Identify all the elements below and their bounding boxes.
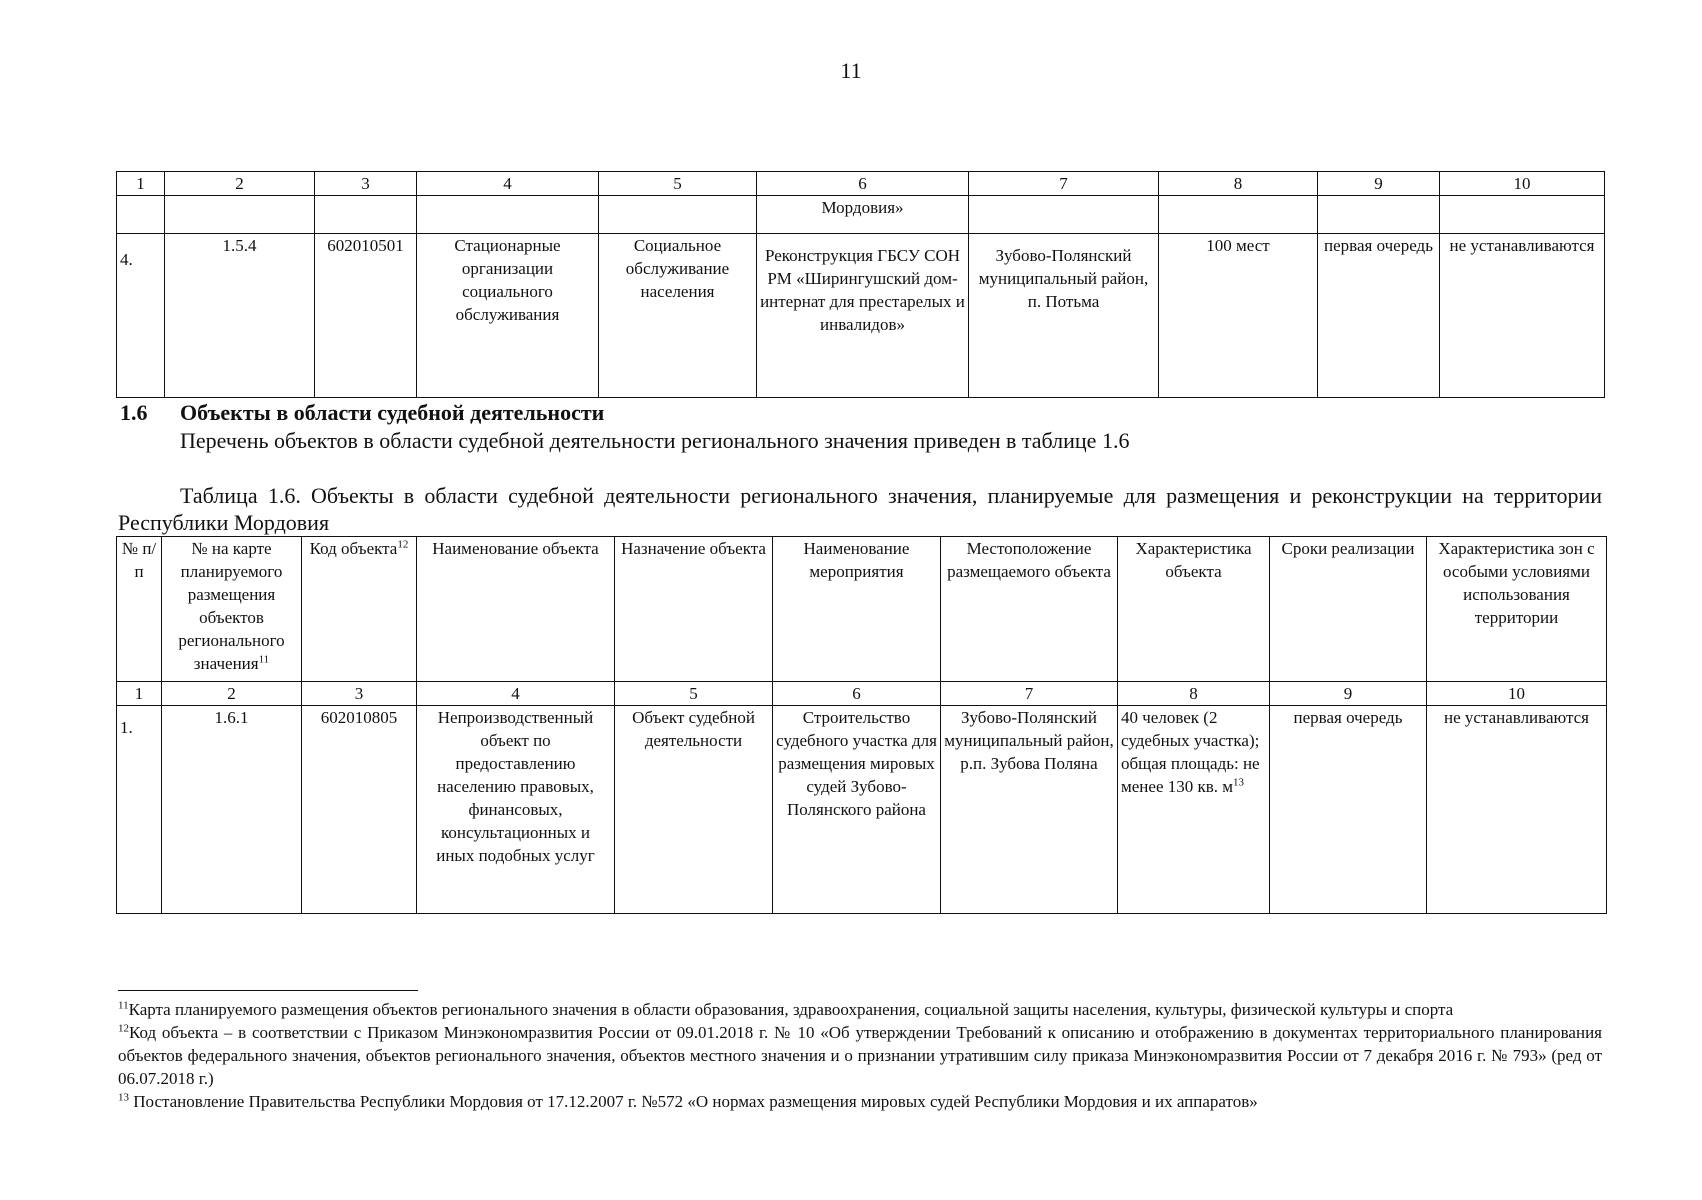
section-heading xyxy=(120,400,604,426)
table-cell xyxy=(969,196,1159,234)
footnote-ref: 13 xyxy=(1233,776,1245,789)
footnotes xyxy=(118,998,1602,1113)
col-num: 4 xyxy=(417,682,615,706)
header-cell: Характеристика объекта xyxy=(1118,537,1270,682)
table-cell xyxy=(1440,196,1605,234)
header-cell xyxy=(302,537,417,682)
col-num: 1 xyxy=(117,172,165,196)
footnote-mark: 13 xyxy=(118,1091,129,1104)
col-num: 10 xyxy=(1440,172,1605,196)
footnote-divider xyxy=(118,990,418,991)
map-number: 1.6.1 xyxy=(162,706,302,914)
section-number: 1.6 xyxy=(120,400,148,425)
header-cell: Наименование мероприятия xyxy=(773,537,941,682)
header-code: Код объекта xyxy=(309,539,398,558)
header-cell: Назначение объекта xyxy=(615,537,773,682)
event-name: Реконструкция ГБСУ СОН РМ «Ширингушский дом-интернат для престарелых и инвалидов» xyxy=(757,234,969,398)
table-row xyxy=(117,196,1605,234)
table-cell xyxy=(417,196,599,234)
table-row xyxy=(117,706,1607,914)
table-cell xyxy=(165,196,315,234)
table-caption: Таблица 1.6. Объекты в области судебной деятельности регионального значения, планируемые для размещения и реконструкции на территории Республики Мордовия xyxy=(118,483,1602,535)
col-num: 8 xyxy=(1118,682,1270,706)
header-cell xyxy=(162,537,302,682)
object-location: Зубово-Полянский муниципальный район, р.п. Зубова Поляна xyxy=(941,706,1118,914)
header-map-number: № на карте планируемого размещения объектов регионального значения xyxy=(178,539,285,673)
object-characteristic-cell xyxy=(1118,706,1270,914)
header-cell: Местоположение размещаемого объекта xyxy=(941,537,1118,682)
footnote-mark: 12 xyxy=(118,1022,129,1035)
continued-table xyxy=(116,171,1605,398)
column-number-row xyxy=(117,172,1605,196)
col-num: 2 xyxy=(165,172,315,196)
col-num: 2 xyxy=(162,682,302,706)
table-cell xyxy=(599,196,757,234)
table-cell xyxy=(117,196,165,234)
header-cell: Характеристика зон с особыми условиями использования территории xyxy=(1427,537,1607,682)
header-cell: Наименование объекта xyxy=(417,537,615,682)
footnote-mark: 11 xyxy=(118,999,129,1012)
object-name: Непроизводственный объект по предоставлению населению правовых, финансовых, консультационных и иных подобных услуг xyxy=(417,706,615,914)
footnote-ref: 12 xyxy=(397,538,409,551)
zone-characteristic: не устанавливаются xyxy=(1440,234,1605,398)
footnote xyxy=(118,998,1602,1021)
table-cell xyxy=(1318,196,1440,234)
col-num: 5 xyxy=(615,682,773,706)
footnote-text: Постановление Правительства Республики Мордовия от 17.12.2007 г. №572 «О нормах размещения мировых судей Республики Мордовия и их аппаратов» xyxy=(129,1092,1258,1111)
header-cell: № п/п xyxy=(117,537,162,682)
col-num: 10 xyxy=(1427,682,1607,706)
col-num: 8 xyxy=(1159,172,1318,196)
col-num: 3 xyxy=(315,172,417,196)
footnote-text: Карта планируемого размещения объектов регионального значения в области образования, здравоохранения, социальной защиты населения, культуры, физической культуры и спорта xyxy=(128,1000,1454,1019)
page-number: 11 xyxy=(840,58,862,83)
col-num: 7 xyxy=(969,172,1159,196)
col-num: 6 xyxy=(757,172,969,196)
section-title: Объекты в области судебной деятельности xyxy=(180,400,605,425)
footnote-text: Код объекта – в соответствии с Приказом Минэкономразвития России от 09.01.2018 г. № 10 «Об утверждении Требований к описанию и отображению в документах территориального планирования объектов федерального значения, объектов регионального значения, объектов местного значения и о признании утратившим силу приказа Минэкономразвития России от 7 декабря 2016 г. № 793» (ред от 06.07.2018 г.) xyxy=(118,1023,1602,1088)
zone-characteristic: не устанавливаются xyxy=(1427,706,1607,914)
col-num: 4 xyxy=(417,172,599,196)
table-cell xyxy=(1159,196,1318,234)
footnote xyxy=(118,1021,1602,1090)
col-num: 5 xyxy=(599,172,757,196)
object-location: Зубово-Полянский муниципальный район, п. Потьма xyxy=(969,234,1159,398)
table-cell: Мордовия» xyxy=(757,196,969,234)
col-num: 6 xyxy=(773,682,941,706)
col-num: 9 xyxy=(1318,172,1440,196)
object-characteristic: 100 мест xyxy=(1159,234,1318,398)
event-name: Строительство судебного участка для размещения мировых судей Зубово-Полянского района xyxy=(773,706,941,914)
object-name: Стационарные организации социального обслуживания xyxy=(417,234,599,398)
col-num: 3 xyxy=(302,682,417,706)
object-purpose: Социальное обслуживание населения xyxy=(599,234,757,398)
row-index: 1. xyxy=(117,706,162,914)
map-number: 1.5.4 xyxy=(165,234,315,398)
implementation-term: первая очередь xyxy=(1318,234,1440,398)
row-index: 4. xyxy=(117,234,165,398)
table-cell xyxy=(315,196,417,234)
col-num: 9 xyxy=(1270,682,1427,706)
implementation-term: первая очередь xyxy=(1270,706,1427,914)
object-code: 602010501 xyxy=(315,234,417,398)
object-characteristic: 40 человек (2 судебных участка); общая площадь: не менее 130 кв. м xyxy=(1121,708,1260,796)
column-number-row xyxy=(117,682,1607,706)
object-code: 602010805 xyxy=(302,706,417,914)
footnote-ref: 11 xyxy=(258,653,270,666)
col-num: 1 xyxy=(117,682,162,706)
section-text: Перечень объектов в области судебной деятельности регионального значения приведен в таблице 1.6 xyxy=(180,428,1130,453)
footnote xyxy=(118,1090,1602,1113)
col-num: 7 xyxy=(941,682,1118,706)
header-row xyxy=(117,537,1607,682)
table-1-6 xyxy=(116,536,1607,914)
object-purpose: Объект судебной деятельности xyxy=(615,706,773,914)
header-cell: Сроки реализации xyxy=(1270,537,1427,682)
table-row xyxy=(117,234,1605,398)
